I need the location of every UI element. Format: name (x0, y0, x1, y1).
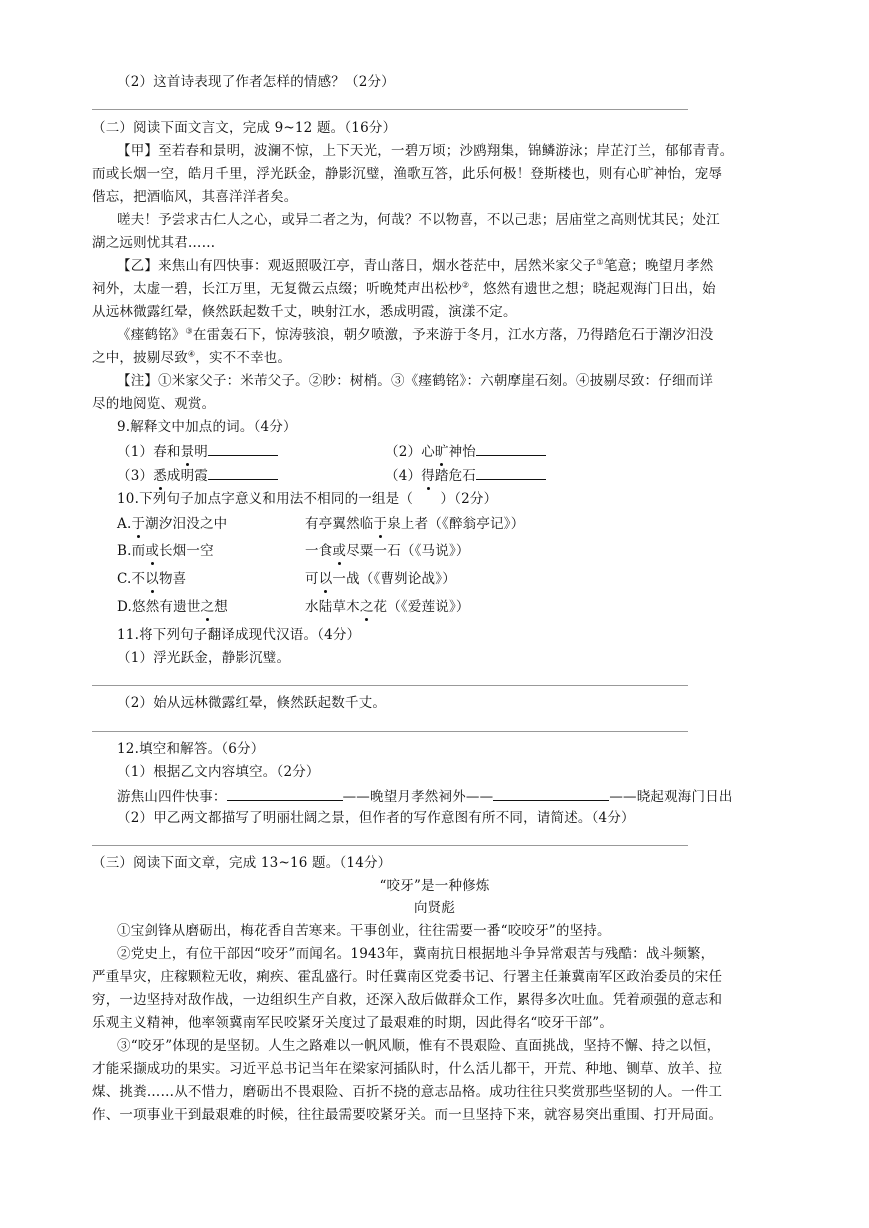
question-10-option-d: D.悠然有遗世之想 (117, 599, 228, 615)
passage-jia-line: 嗟夫！予尝求古仁人之心，或异二者之为，何哉？不以物喜，不以己悲；居庙堂之高则忧其民；处江 (117, 212, 720, 228)
dotted-char: 之 (200, 599, 215, 615)
poem-question-2: （2）这首诗表现了作者怎样的情感？（2分） (117, 74, 395, 90)
passage-yi-line: 从远林微露红晕，倏然跃起数千丈，映射江水，悉成明霞，演漾不定。 (92, 304, 517, 320)
article-title: “咬牙”是一种修炼 (379, 878, 490, 894)
dotted-char: 景 (180, 444, 195, 460)
dotted-char: 于 (373, 516, 388, 532)
dotted-char: 以 (145, 571, 159, 587)
dotted-char: 悉 (153, 468, 167, 484)
passage-yi-line: 祠外，太虚一碧，长江万里，无复微云点缀；听晚梵声出松杪②，悠然有遗世之想；晓起观海门日出，始 (92, 280, 716, 297)
question-10-option-c-compare: 可以一战（《曹刿论战》） (305, 571, 456, 587)
dotted-char: 得 (421, 468, 435, 484)
article-paragraph-line: 煤、挑粪……从不惜力，磨砺出不畏艰险、百折不挠的意志品格。成功往往只奖赏那些坚韧的人。一件工 (92, 1084, 723, 1100)
passage-jia-line: 【甲】至若春和景明，波澜不惊，上下天光，一碧万顷；沙鸥翔集，锦鳞游泳；岸芷汀兰，郁郁青青。 (117, 143, 734, 159)
passage-yi-line: 【乙】来焦山有四快事：观返照吸江亭，青山落日，烟水苍茫中，居然米家父子①笔意；晚望月孝然 (117, 257, 714, 274)
answer-line (92, 731, 688, 732)
question-12-part-2: （2）甲乙两文都描写了明丽壮阔之景，但作者的写作意图有所不同，请简述。（4分） (117, 810, 635, 826)
question-11-sentence-2: （2）始从远林微露红晕，倏然跃起数千丈。 (117, 695, 387, 711)
annotation-line: 【注】①米家父子：米芾父子。②眇：树梢。③《瘗鹤铭》：六朝摩崖石刻。④披剔尽致：仔细而详 (117, 373, 714, 389)
article-paragraph-line: ①宝剑锋从磨砺出，梅花香自苦寒来。干事创业，往往需要一番“咬咬牙”的坚持。 (117, 923, 611, 939)
answer-blank[interactable] (227, 786, 343, 801)
question-10-option-b: B.而或长烟一空 (117, 543, 214, 559)
article-paragraph-line: ③“咬牙”体现的是坚韧。人生之路难以一帆风顺，惟有不畏艰险、直面挑战，坚持不懈、持之以恒， (117, 1038, 721, 1054)
passage-jia-line: 而或长烟一空，皓月千里，浮光跃金，静影沉璧，渔歌互答，此乐何极！登斯楼也，则有心旷神怡，宠辱 (92, 166, 723, 182)
passage-jia-line: 湖之远则忧其君…… (92, 235, 216, 251)
article-paragraph-line: 才能采撷成功的果实。习近平总书记当年在梁家河插队时，什么活儿都干，开荒、种地、铡草、放羊、拉 (92, 1061, 723, 1077)
dotted-char: 以 (318, 571, 333, 587)
question-10-option-a: A.于潮汐汨没之中 (117, 516, 228, 532)
article-author: 向贤彪 (413, 900, 456, 916)
question-12-fill-line: 游焦山四件快事： ——晚望月孝然祠外—— ——晓起观海门日出 (117, 786, 733, 807)
answer-blank[interactable] (208, 441, 278, 456)
question-9-item-3: （3）悉成明霞 (117, 465, 278, 486)
answer-blank[interactable] (476, 441, 546, 456)
article-paragraph-line: 乐观主义精神，他率领冀南军民咬紧牙关度过了最艰难的时期，因此得名“咬牙干部”。 (92, 1015, 614, 1031)
footnote-marker: ② (461, 280, 470, 290)
answer-line (92, 109, 688, 110)
passage-yi-line: 之中，披剔尽致④，实不不幸也。 (92, 349, 292, 366)
section-3-heading: （三）阅读下面文章，完成 13~16 题。（14分） (92, 855, 392, 871)
dotted-char: 于 (131, 516, 146, 532)
answer-blank[interactable] (208, 465, 278, 480)
annotation-line: 尽的地阅览、观赏。 (92, 396, 216, 412)
dotted-char: 或 (332, 543, 347, 559)
question-10-option-c: C.不以物喜 (117, 571, 187, 587)
article-paragraph-line: 穷，一边坚持对敌作战，一边组织生产自救，还深入敌后做群众工作，累得多次吐血。凭着顽强的意志和 (92, 992, 723, 1008)
answer-blank[interactable] (493, 786, 609, 801)
section-2-heading: （二）阅读下面文言文，完成 9~12 题。（16分） (92, 120, 397, 136)
footnote-marker: ① (596, 257, 604, 267)
question-12-part-1: （1）根据乙文内容填空。（2分） (117, 764, 320, 780)
question-9-stem: 9.解释文中加点的词。（4分） (117, 419, 297, 435)
article-paragraph-line: 作、一项事业干到最艰难的时候，往往最需要咬紧牙关。而一旦坚持下来，就容易突出重围、打开局面。 (92, 1107, 723, 1123)
question-10-option-b-compare: 一食或尽粟一石（《马说》） (305, 543, 470, 559)
passage-jia-line: 偕忘，把酒临风，其喜洋洋者矣。 (92, 189, 298, 205)
footnote-marker: ③ (185, 326, 193, 336)
question-12-stem: 12.填空和解答。（6分） (117, 741, 265, 757)
dotted-char: 旷 (434, 444, 449, 460)
passage-yi-line: 《瘗鹤铭》③在雷轰石下，惊涛骇浪，朝夕喷激，予来游于冬月，江水方落，乃得踏危石于潮汐汨没 (117, 326, 714, 343)
footnote-marker: ④ (187, 349, 196, 359)
question-10-option-d-compare: 水陆草木之花（《爱莲说》） (305, 599, 470, 615)
question-9-item-1: （1）春和景明 (117, 441, 278, 462)
article-paragraph-line: 严重旱灾，庄稼颗粒无收，痢疾、霍乱盛行。时任冀南区党委书记、行署主任兼冀南军区政治委员的宋任 (92, 969, 723, 985)
answer-blank[interactable] (476, 465, 546, 480)
question-11-stem: 11.将下列句子翻译成现代汉语。（4分） (117, 627, 361, 643)
question-11-sentence-1: （1）浮光跃金，静影沉璧。 (117, 650, 291, 666)
question-10-stem: 10.下列句子加点字意义和用法不相同的一组是（ ）（2分） (117, 491, 498, 507)
answer-line (92, 845, 688, 846)
question-9-item-2: （2）心旷神怡 (385, 441, 546, 462)
dotted-char: 之 (359, 599, 374, 615)
article-paragraph-line: ②党史上，有位干部因“咬牙”而闻名。1943年，冀南抗日根据地斗争异常艰苦与残酷：战斗频繁， (117, 946, 715, 962)
question-10-option-a-compare: 有亭翼然临于泉上者（《醉翁亭记》） (305, 516, 525, 532)
question-9-item-4: （4）得踏危石 (385, 465, 546, 486)
answer-line (92, 685, 688, 686)
dotted-char: 或 (145, 543, 160, 559)
